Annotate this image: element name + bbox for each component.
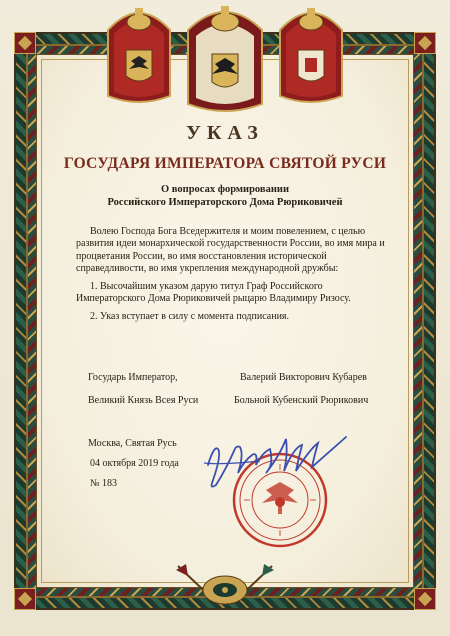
issue-place: Москва, Святая Русь: [88, 438, 177, 449]
subject-line: Российского Императорского Дома Рюриковичей: [107, 197, 343, 208]
corner-ornament: [14, 588, 36, 610]
document-issuer: ГОСУДАРЯ ИМПЕРАТОРА СВЯТОЙ РУСИ: [63, 155, 387, 172]
corner-ornament: [414, 588, 436, 610]
document-subject: [0, 183, 450, 209]
preamble-paragraph: Волею Господа Бога Вседержителя и моим повелением, с целью развития идеи монархической государственности России, во имя мира и процветания России, во имя восстановления исторической справедливости, во имя укрепления международной дружбы:: [76, 226, 385, 275]
handwritten-signature-icon: [200, 425, 350, 500]
bottom-emblem-icon: [172, 560, 278, 613]
decree-item-2: 2. Указ вступает в силу с момента подписания.: [90, 311, 290, 322]
signatory-title: Государь Император,: [88, 372, 178, 383]
issue-date: 04 октября 2019 года: [90, 458, 179, 469]
corner-ornament: [14, 32, 36, 54]
coat-of-arms-center-icon: [182, 0, 268, 118]
document-heading: УКАЗ: [186, 122, 264, 144]
signatory-name: Валерий Викторович Кубарев: [240, 372, 367, 383]
signatory-title: Великий Князь Всея Руси: [88, 395, 199, 406]
coat-of-arms-left-icon: [100, 0, 178, 108]
coat-of-arms-right-icon: [272, 0, 350, 108]
decree-item-1: 1. Высочайшим указом дарую титул Граф Российского Императорского Дома Рюриковичей рыцарю Владимиру Ризосу.: [76, 281, 351, 305]
subject-line: О вопросах формировании: [161, 184, 289, 195]
signatory-name: Больной Кубенский Рюрикович: [234, 395, 369, 406]
corner-ornament: [414, 32, 436, 54]
issue-number: № 183: [90, 478, 118, 489]
